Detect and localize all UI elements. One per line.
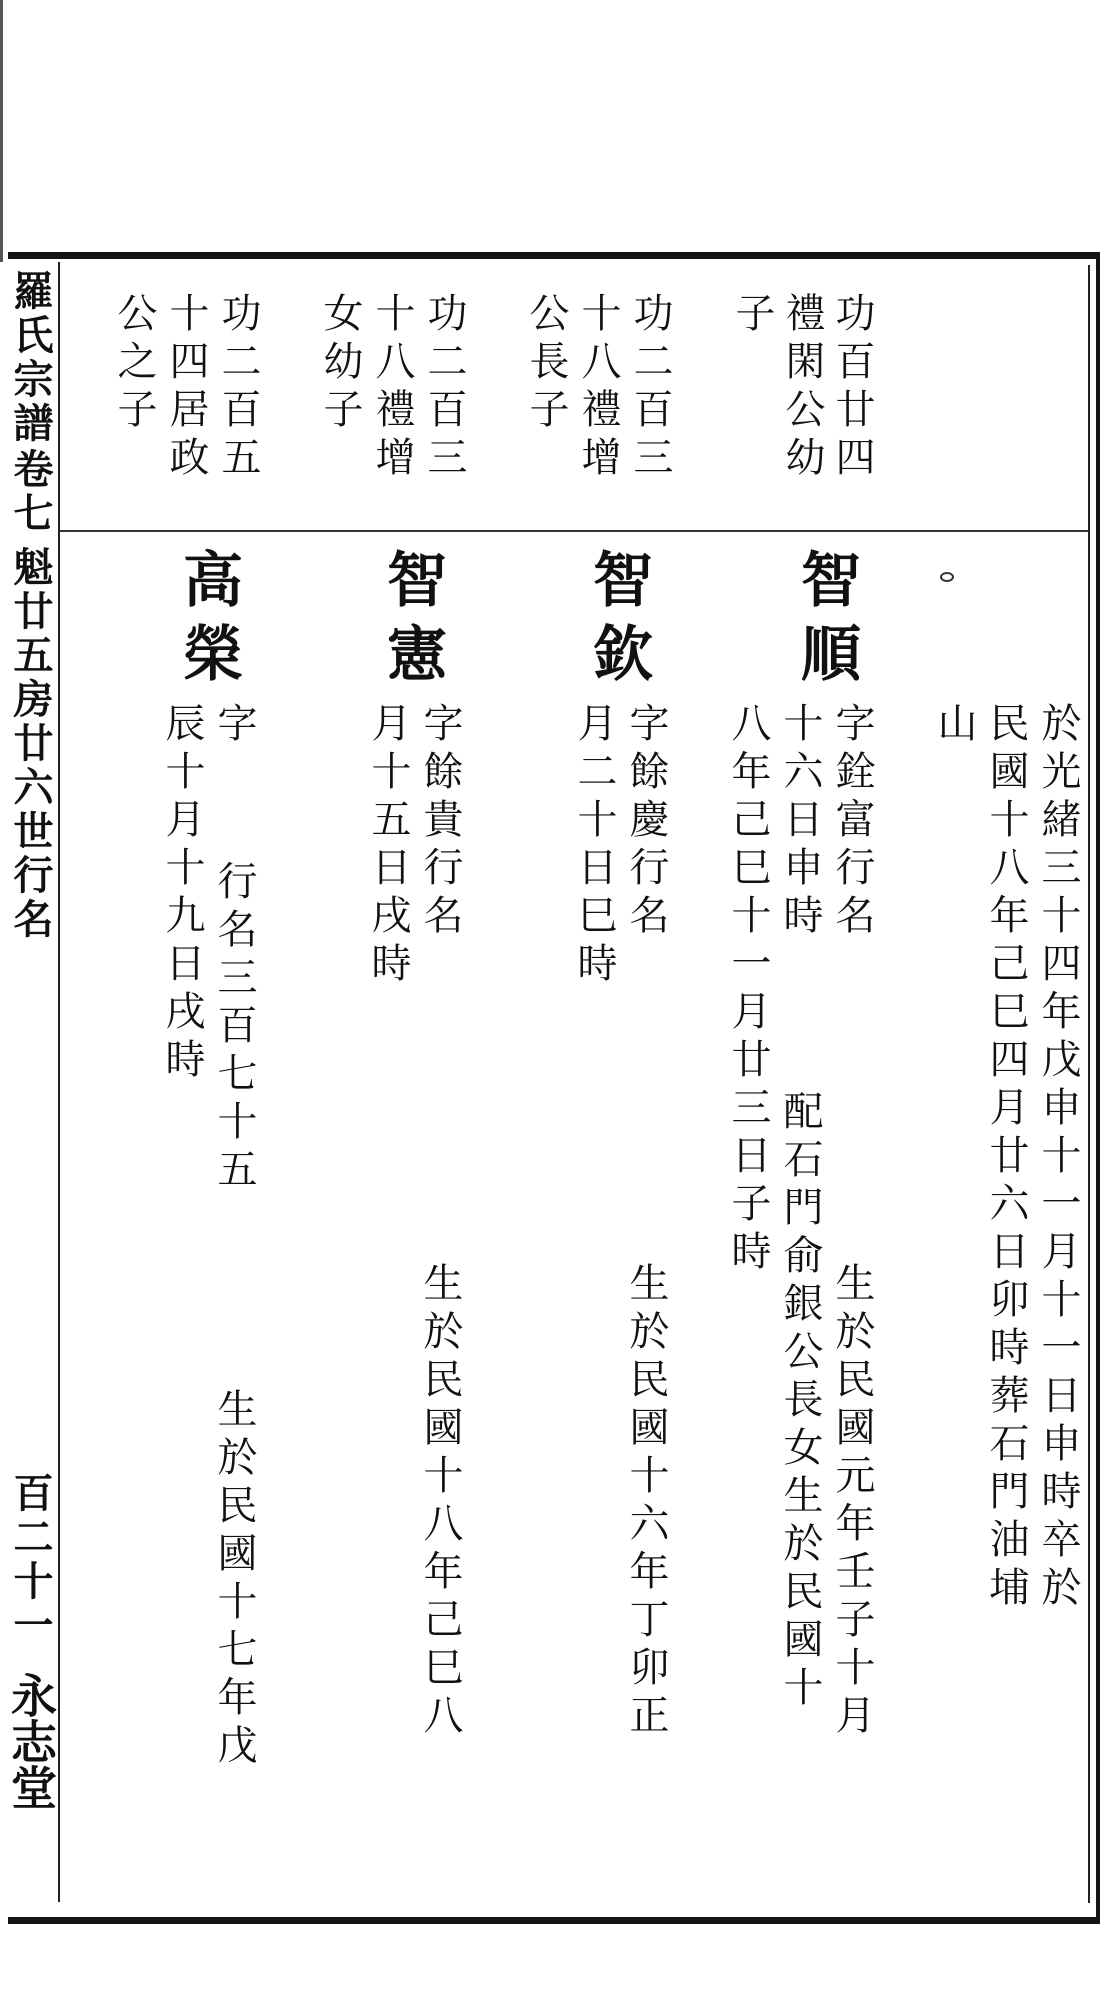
margin-page: 百二十一 [7, 1472, 54, 1648]
margin-banner [6, 262, 60, 1902]
border-inner-rule [1088, 265, 1090, 1903]
entry-line: 辰十月十九日戌時 [159, 702, 205, 1086]
register-divider [58, 530, 1088, 532]
continuation-line: 於光緒三十四年戊申十一月十一日申時卒於 [1035, 702, 1081, 1614]
upper-note: 十八禮增 [575, 292, 621, 484]
upper-note: 女幼子 [317, 292, 363, 436]
entry-birth-line: 生於民國十六年丁卯正 [623, 1262, 669, 1742]
person-name: 智順 [791, 548, 861, 696]
upper-note: 功二百五 [215, 292, 261, 484]
entry-line: 月十五日戌時 [365, 702, 411, 990]
entry-rank-line: 行名三百七十五 [211, 860, 257, 1196]
page-border [4, 252, 1100, 1924]
entry-line: 字 [211, 702, 257, 750]
upper-note: 公長子 [523, 292, 569, 436]
entry-spouse-line: 配石門俞銀公長女生於民國十 [777, 1090, 823, 1714]
person-name: 智憲 [377, 548, 447, 696]
entry-line: 字餘慶行名 [623, 702, 669, 942]
person-name: 智欽 [583, 548, 653, 696]
entry-line: 月二十日巳時 [571, 702, 617, 990]
margin-volume: 卷七 [7, 448, 54, 536]
continuation-line: 山 [931, 702, 977, 750]
upper-note: 十四居政 [163, 292, 209, 484]
upper-note: 禮閑公幼 [779, 292, 825, 484]
continuation-line: 民國十八年己巳四月廿六日卯時葬石門油埔 [983, 702, 1029, 1614]
entry-line: 八年己巳十一月廿三日子時 [725, 702, 771, 1278]
upper-note: 子 [729, 292, 775, 340]
margin-hall: 永志堂 [4, 1672, 58, 1810]
page-left-rule [0, 0, 3, 262]
upper-note: 功二百三 [627, 292, 673, 484]
entry-line: 字餘貴行名 [417, 702, 463, 942]
entry-birth-line: 生於民國元年壬子十月 [829, 1262, 875, 1742]
person-name: 高榮 [173, 548, 243, 696]
margin-section: 魁廿五房廿六世行名 [7, 546, 54, 942]
upper-note: 十八禮增 [369, 292, 415, 484]
punctuation-mark [940, 572, 954, 582]
margin-title: 羅氏宗譜 [7, 270, 54, 446]
upper-note: 功百廿四 [829, 292, 875, 484]
entry-birth-line: 生於民國十七年戊 [211, 1388, 257, 1772]
upper-note: 公之子 [111, 292, 157, 436]
upper-note: 功二百三 [421, 292, 467, 484]
entry-birth-line: 生於民國十八年己巳八 [417, 1262, 463, 1742]
entry-line: 字銓富行名 [829, 702, 875, 942]
entry-line: 十六日申時 [777, 702, 823, 942]
